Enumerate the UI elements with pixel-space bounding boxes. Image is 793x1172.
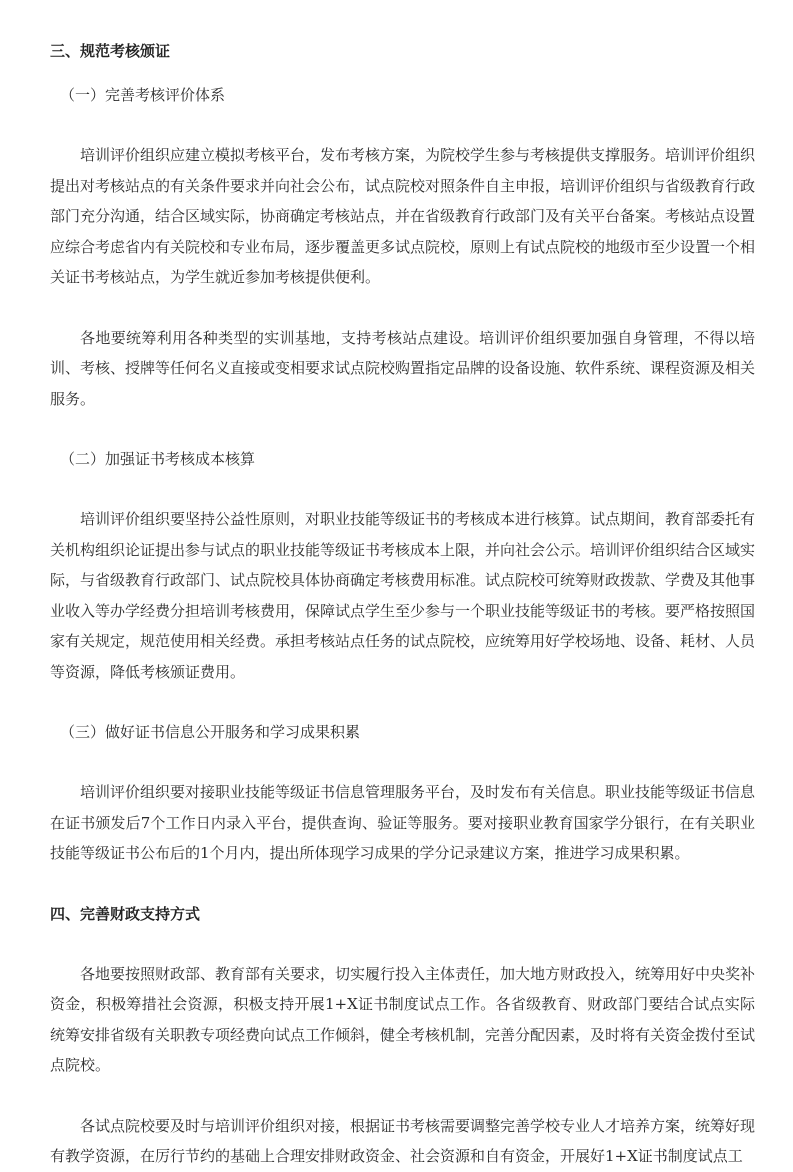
document-page [50, 36, 755, 1172]
paragraph-3-1-2: 各地要统筹利用各种类型的实训基地，支持考核站点建设。培训评价组织要加强自身管理，不得以培训、考核、授牌等任何名义直接或变相要求试点院校购置指定品牌的设备设施、软件系统、课程资源及相关服务。 [50, 328, 756, 408]
section-heading-4: 四、完善财政支持方式 [50, 904, 201, 923]
paragraph-4-2: 各试点院校要及时与培训评价组织对接，根据证书考核需要调整完善学校专业人才培养方案，统筹好现有教学资源，在厉行节约的基础上合理安排财政资金、社会资源和自有资金，开展好1+X证书制度试点工 [50, 1116, 756, 1165]
paragraph-3-3-1: 培训评价组织要对接职业技能等级证书信息管理服务平台，及时发布有关信息。职业技能等级证书信息在证书颁发后7个工作日内录入平台，提供查询、验证等服务。要对接职业教育国家学分银行，在有关职业技能等级证书公布后的1个月内，提出所体现学习成果的学分记录建议方案，推进学习成果积累。 [50, 783, 756, 862]
subsection-title-3-3: （三）做好证书信息公开服务和学习成果积累 [60, 723, 361, 741]
section-heading-3: 三、规范考核颁证 [50, 42, 171, 60]
paragraph-4-1: 各地要按照财政部、教育部有关要求，切实履行投入主体责任，加大地方财政投入，统筹用好中央奖补资金，积极筹措社会资源，积极支持开展1+X证书制度试点工作。各省级教育、财政部门要结合试点实际统筹安排省级有关职教专项经费向试点工作倾斜，健全考核机制，完善分配因素，及时将有关资金拨付至试点院校。 [50, 964, 756, 1074]
paragraph-3-1-1: 培训评价组织应建立模拟考核平台，发布考核方案，为院校学生参与考核提供支撑服务。培训评价组织提出对考核站点的有关条件要求并向社会公布，试点院校对照条件自主申报，培训评价组织与省级教育行政部门充分沟通，结合区域实际，协商确定考核站点，并在省级教育行政部门及有关平台备案。考核站点设置应综合考虑省内有关院校和专业布局，逐步覆盖更多试点院校，原则上有试点院校的地级市至少设置一个相关证书考核站点，为学生就近参加考核提供便利。 [50, 146, 756, 286]
subsection-title-3-1: （一）完善考核评价体系 [60, 86, 226, 104]
subsection-title-3-2: （二）加强证书考核成本核算 [60, 450, 256, 468]
paragraph-3-2-1: 培训评价组织要坚持公益性原则，对职业技能等级证书的考核成本进行核算。试点期间，教育部委托有关机构组织论证提出参与试点的职业技能等级证书考核成本上限，并向社会公示。培训评价组织结合区域实际，与省级教育行政部门、试点院校具体协商确定考核费用标准。试点院校可统筹财政拨款、学费及其他事业收入等办学经费分担培训考核费用，保障试点学生至少参与一个职业技能等级证书的考核。要严格按照国家有关规定，规范使用相关经费。承担考核站点任务的试点院校，应统筹用好学校场地、设备、耗材、人员等资源，降低考核颁证费用。 [50, 510, 756, 681]
